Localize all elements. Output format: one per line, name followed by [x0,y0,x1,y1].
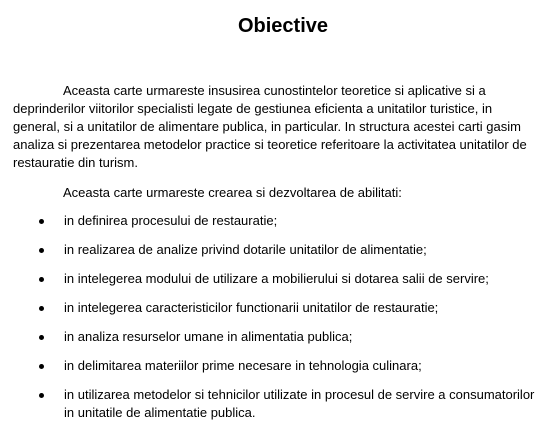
list-item-text: in intelegerea modului de utilizare a mobilierului si dotarea salii de servire; [64,271,489,286]
list-item-text: in intelegerea caracteristicilor functionarii unitatilor de restauratie; [64,300,439,315]
list-item [0,328,550,346]
abilities-intro-paragraph: Aceasta carte urmareste crearea si dezvoltarea de abilitati: [63,185,402,200]
bullet-dot-icon [39,335,44,340]
objectives-list [0,212,550,433]
list-item [0,357,550,375]
list-item-text: in definirea procesului de restauratie; [64,213,278,228]
list-item [0,386,550,422]
list-item-text: in analiza resurselor umane in alimentatia publica; [64,329,353,344]
list-item-text: in delimitarea materiilor prime necesare in tehnologia culinara; [64,358,422,373]
bullet-dot-icon [39,306,44,311]
bullet-dot-icon [39,248,44,253]
bullet-dot-icon [39,393,44,398]
list-item [0,299,550,317]
list-item-text: in realizarea de analize privind dotarile unitatilor de alimentatie; [64,242,427,257]
page-title: Obiective [237,15,329,37]
intro-paragraph: Aceasta carte urmareste insusirea cunostintelor teoretice si aplicative si a deprinderilor viitorilor specialisti legate de gestiunea eficienta a unitatilor turistice, in general, si a unitatilor de alimentare publica, in particular. In structura acestei carti gasim analiza si prezentarea metodelor practice si teoretice referitoare la activitatea unitatilor de restauratie din turism. [13,83,527,170]
list-item [0,212,550,230]
bullet-dot-icon [39,277,44,282]
list-item [0,270,550,288]
list-item-text: in utilizarea metodelor si tehnicilor utilizate in procesul de servire a consumatorilor in unitatile de alimentatie publica. [64,387,535,420]
list-item [0,241,550,259]
bullet-dot-icon [39,364,44,369]
bullet-dot-icon [39,219,44,224]
